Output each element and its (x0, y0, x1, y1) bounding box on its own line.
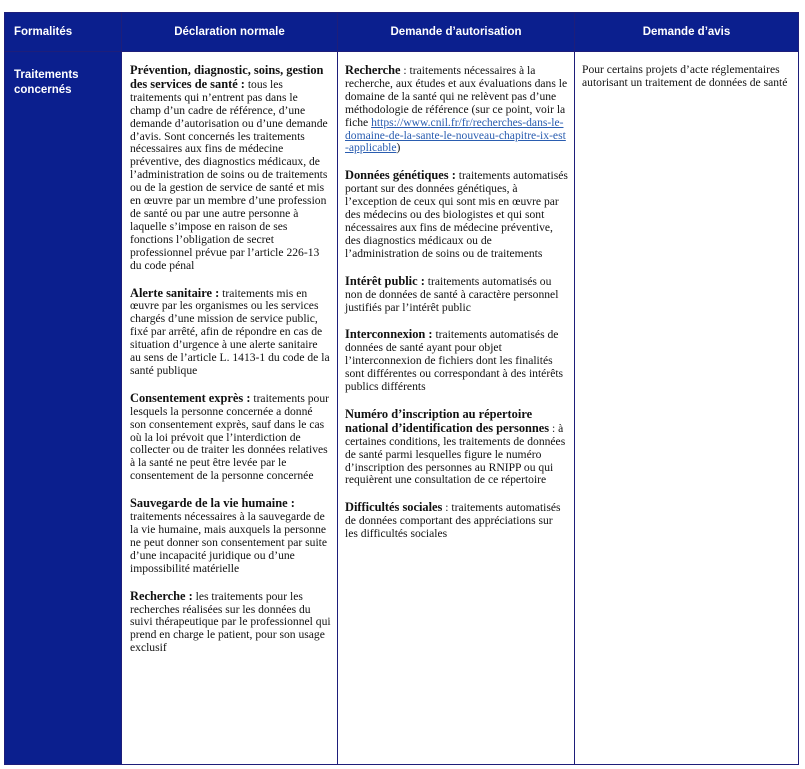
declaration-cell (122, 52, 338, 765)
autorisation-entry-interet-public (345, 275, 568, 315)
row-label: Traitements concernés (5, 52, 122, 765)
entry-text: tous les traitements qui n’entrent pas dans le champ d’un cadre de référence, d’une demande d’autorisation ou d’une demande d’avis. Sont concernés les traitements nécessaires aux fins de médecine préventive, des diagnostics médicaux, de l’administration de soins ou de traitements ou de la gestion de service de santé et mis en œuvre par un membre d’une profession de santé ou par une autre personne à laquelle s’impose en raison de ses fonctions l’obligation de secret professionnel prévue par l’article 226-13 du code pénal (130, 77, 328, 272)
entry-text: les traitements pour les recherches réalisées sur les données du suivi thérapeutique par le professionnel qui prend en charge le patient, pour son usage exclusif (130, 589, 331, 655)
entry-title: Consentement exprès : (130, 390, 251, 405)
header-formalites: Formalités (5, 13, 122, 52)
cnil-recherche-link[interactable]: https://www.cnil.fr/fr/recherches-dans-le-domaine-de-la-sante-le-nouveau-chapitre-ix-est-applicable (345, 115, 566, 155)
entry-title: Difficultés sociales (345, 500, 443, 515)
entry-title: Numéro d’inscription au répertoire national d’identification des personnes (345, 406, 550, 435)
declaration-entry-prevention (130, 64, 331, 273)
entry-title: Prévention, diagnostic, soins, gestion des services de santé : (130, 63, 324, 91)
entry-text: traitements automatisés ou non de données de santé à caractère personnel justifiés par l’intérêt public (345, 274, 559, 314)
entry-text: traitements pour lesquels la personne concernée a donné son consentement exprès, sauf dans le cas où la loi prévoit que l’interdiction de collecter ou de traiter les données relatives à la santé ne peut être levée par le consentement de la personne concernée (130, 391, 330, 483)
header-row (5, 13, 799, 52)
entry-text: traitements nécessaires à la sauvegarde de la vie humaine, mais auxquels la personne ne peut donner son consentement par suite d’une incapacité juridique ou d’une impossibilité matérielle (130, 510, 328, 575)
autorisation-entry-recherche (345, 64, 568, 155)
entry-title: Sauvegarde de la vie humaine : (130, 496, 295, 511)
declaration-entry-alerte (130, 287, 331, 378)
declaration-entry-consentement (130, 392, 331, 483)
entry-title: Recherche : (130, 588, 193, 603)
formalities-table (4, 12, 799, 765)
autorisation-entry-rnipp (345, 408, 568, 487)
entry-text: traitements automatisés de données de santé ayant pour objet l’interconnexion de fichiers dont les finalités sont différentes ou correspondant à des intérêts publics différents (345, 328, 564, 394)
entry-title: Intérêt public : (345, 273, 425, 288)
entry-title: Interconnexion : (345, 327, 433, 342)
entry-title: Alerte sanitaire : (130, 285, 220, 300)
autorisation-entry-difficultes (345, 501, 568, 541)
entry-text: : traitements nécessaires à la recherche, aux études et aux évaluations dans le domaine de la santé qui ne relèvent pas d’une méthodologie de référence (sur ce point, voir la fiche (345, 64, 568, 129)
avis-cell (575, 52, 799, 765)
avis-entry: Pour certains projets d’acte réglementaires autorisant un traitement de données de santé (582, 63, 788, 89)
autorisation-entry-interconnexion (345, 328, 568, 394)
content-row (5, 52, 799, 765)
autorisation-cell (338, 52, 575, 765)
entry-text: traitements automatisés portant sur des données génétiques, à l’exception de ceux qui sont mis en œuvre par des médecins ou des biologistes et qui sont nécessaires aux fins de médecine préventive, des diagnostics médicaux ou de l’administration de soins ou de traitements (345, 169, 568, 260)
header-declaration: Déclaration normale (122, 13, 338, 52)
entry-title: Données génétiques : (345, 168, 456, 183)
autorisation-entry-genetiques (345, 169, 568, 260)
entry-text: : à certaines conditions, les traitements de données de santé parmi lesquelles figure le numéro d’inscription des personnes au RNIPP ou qui requièrent une consultation de ce répertoire (345, 421, 566, 487)
header-autorisation: Demande d’autorisation (338, 13, 575, 52)
declaration-entry-sauvegarde (130, 497, 331, 575)
entry-text-after: ) (396, 141, 401, 155)
entry-title: Recherche (345, 63, 401, 77)
entry-text: : traitements automatisés de données comportant des appréciations sur les difficultés sociales (345, 501, 561, 541)
entry-text: traitements mis en œuvre par les organismes ou les services chargés d’une mission de service public, fixé par arrêté, afin de répondre en cas de situation d’urgence à une alerte sanitaire au sens de l’article L. 1413-1 du code de la santé publique (130, 286, 330, 377)
header-avis: Demande d’avis (575, 13, 799, 52)
declaration-entry-recherche (130, 590, 331, 656)
